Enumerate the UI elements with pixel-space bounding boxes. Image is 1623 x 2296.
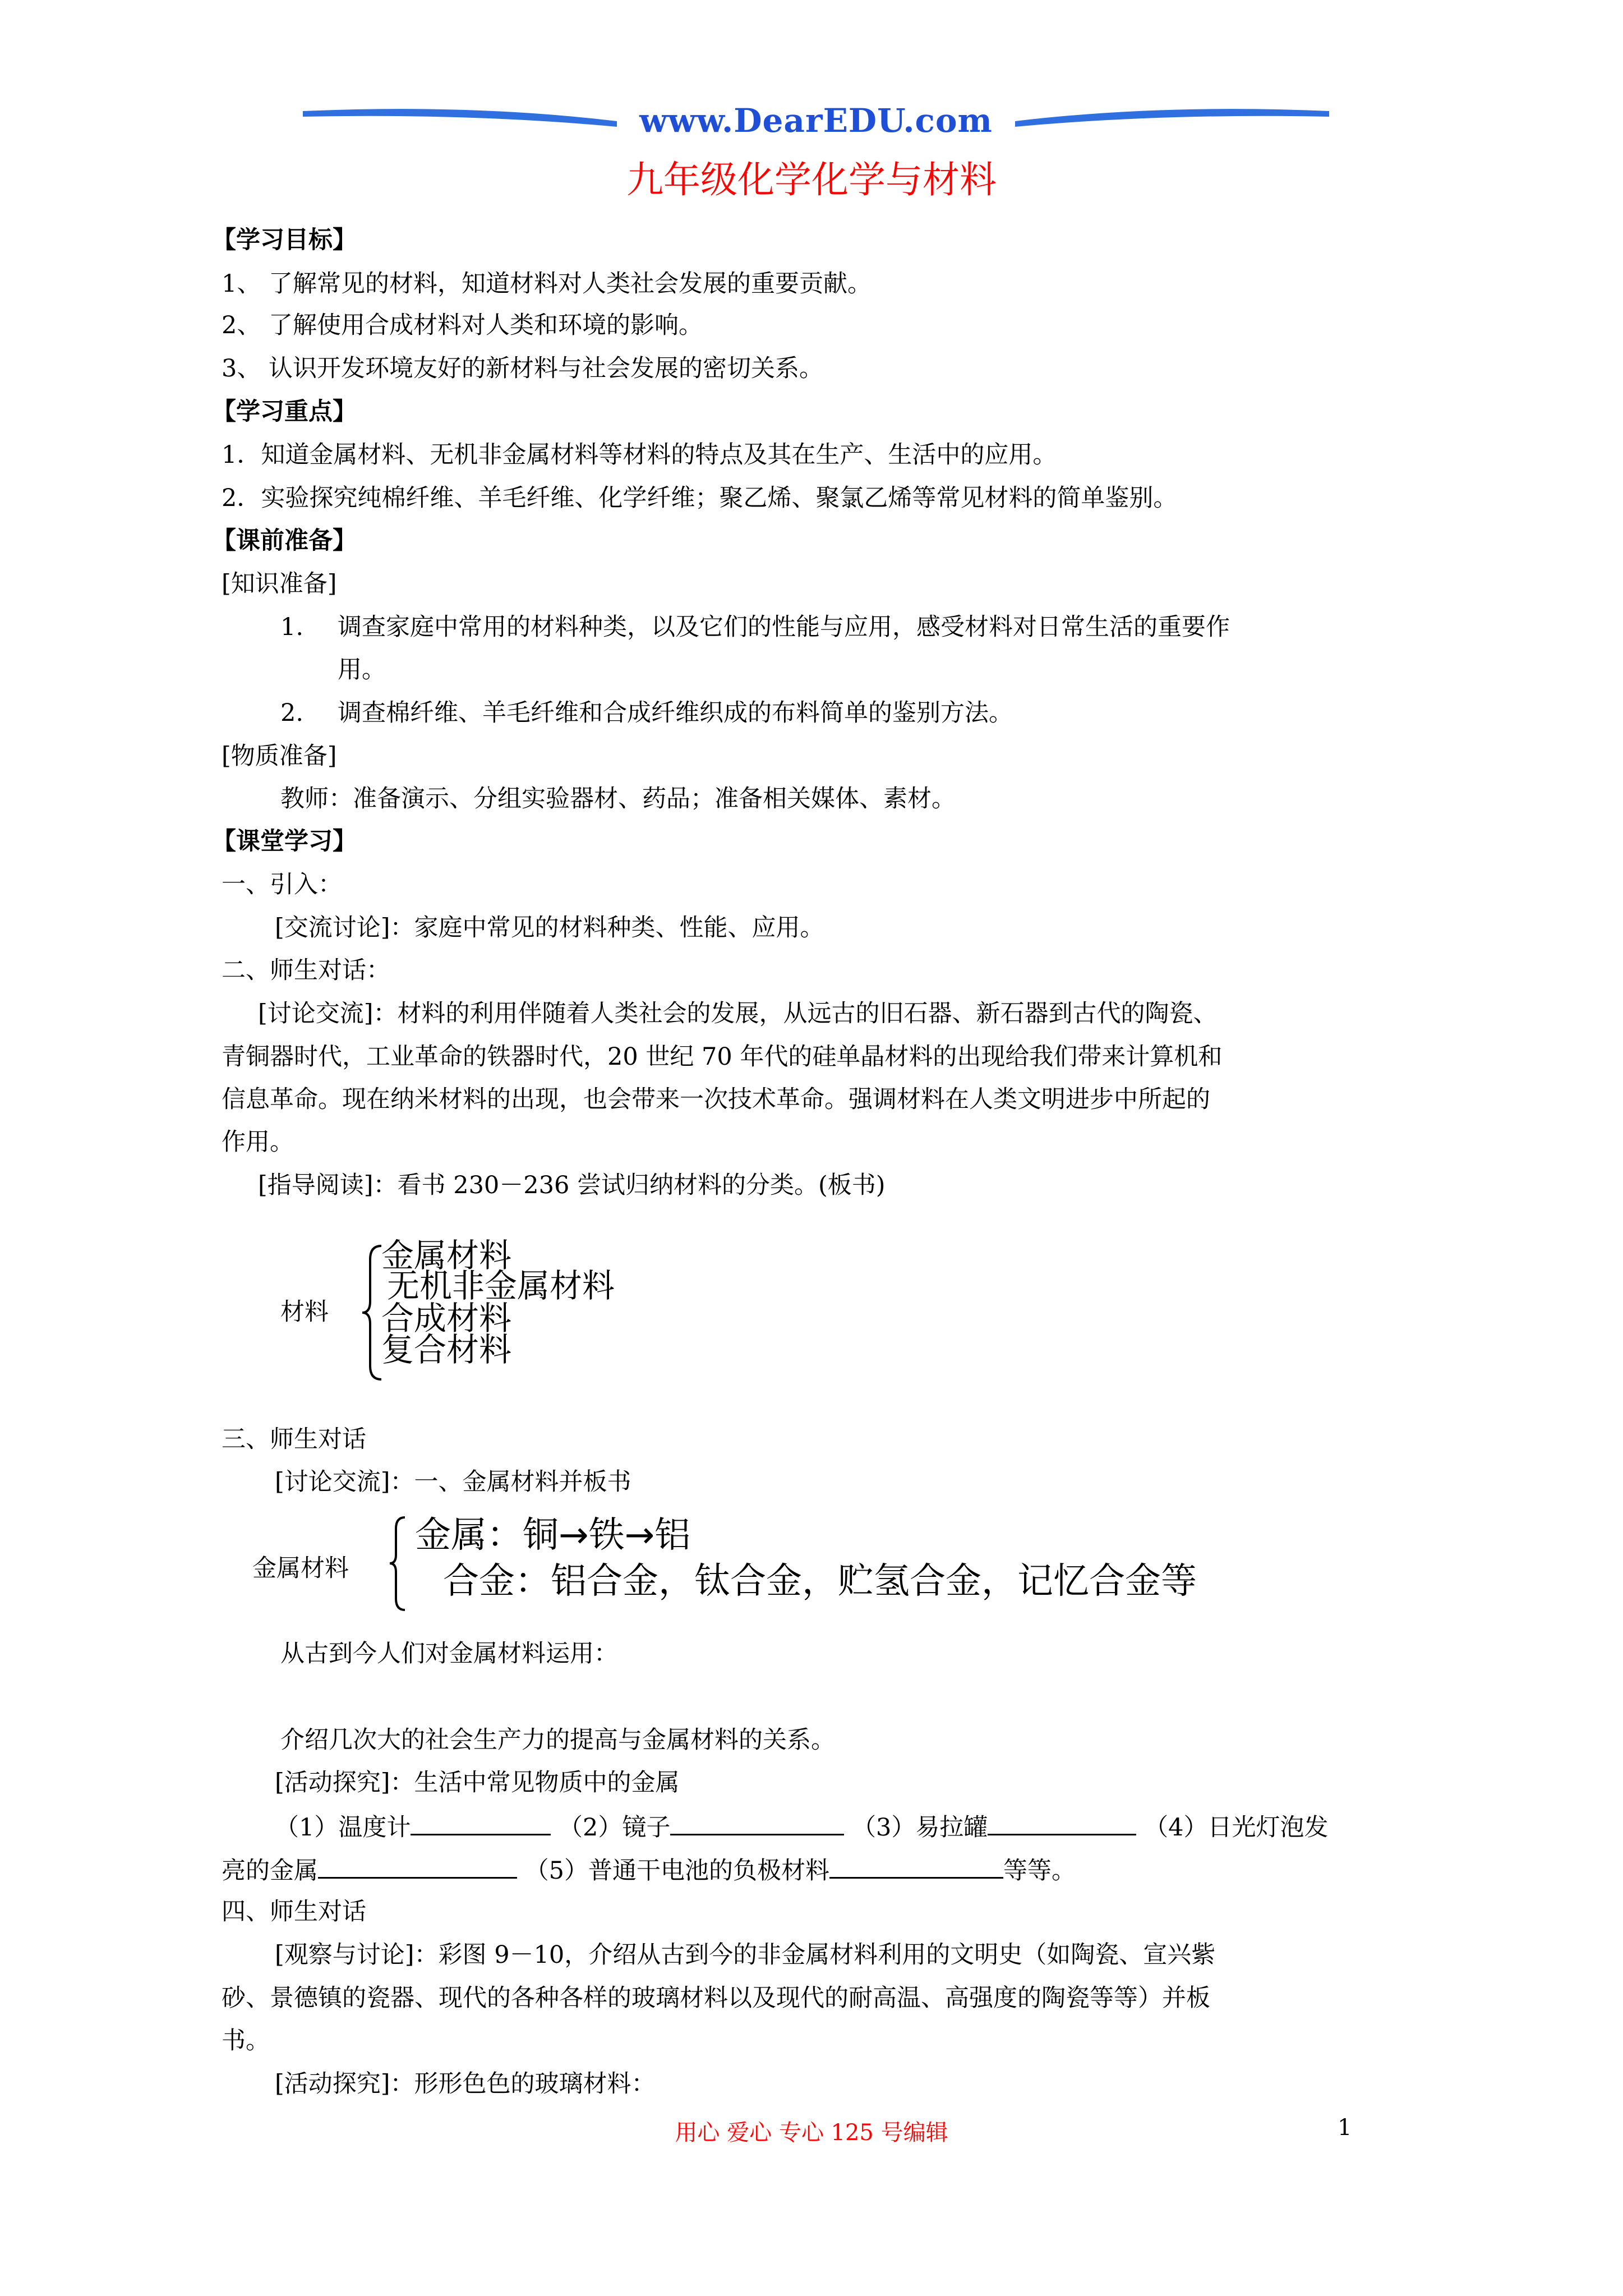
fill-blank-line-2 — [222, 1852, 1076, 1888]
preparation-heading: 【课前准备】 — [212, 527, 357, 555]
site-banner — [303, 101, 1329, 146]
metal-usage-text: 从古到今人们对金属材料运用： — [280, 1640, 618, 1668]
diagram1-item: 金属材料 — [381, 1236, 512, 1274]
activity2-text: [活动探究]：形形色色的玻璃材料： — [275, 2070, 656, 2098]
dialogue2-text: 信息革命。现在纳米材料的出现，也会带来一次技术革命。强调材料在人类文明进步中所起的 — [222, 1085, 1210, 1114]
knowledge-prep-item: 调查棉纤维、羊毛纤维和合成纤维织成的布料简单的鉴别方法。 — [338, 699, 1013, 727]
knowledge-prep-item: 调查家庭中常用的材料种类，以及它们的性能与应用，感受材料对日常生活的重要作 — [338, 613, 1230, 641]
question-end: 等等。 — [1003, 1857, 1076, 1885]
dialogue2-label: 二、师生对话： — [222, 956, 390, 984]
knowledge-prep-number: 2. — [280, 699, 304, 727]
question-3-label: （3）易拉罐 — [852, 1814, 988, 1842]
diagram2-label: 金属材料 — [252, 1554, 349, 1582]
document-title: 九年级化学化学与材料 — [626, 158, 997, 201]
diagram1-label: 材料 — [280, 1298, 329, 1326]
diagram1-item: 无机非金属材料 — [387, 1267, 615, 1305]
dialogue3-label: 三、师生对话 — [222, 1425, 366, 1453]
answer-blank-3[interactable] — [988, 1809, 1136, 1835]
productivity-text: 介绍几次大的社会生产力的提高与金属材料的关系。 — [280, 1726, 835, 1754]
question-2-label: （2）镜子 — [559, 1814, 671, 1842]
fill-blank-line-1 — [275, 1809, 1328, 1844]
site-url: www.DearEDU.com — [639, 102, 993, 140]
dialogue2-text: 作用。 — [222, 1128, 294, 1156]
knowledge-prep-number: 1. — [280, 613, 304, 641]
dialogue3-discussion: [讨论交流]：一、金属材料并板书 — [275, 1468, 631, 1496]
classroom-heading: 【课堂学习】 — [212, 827, 357, 855]
key-point-item: 2．实验探究纯棉纤维、羊毛纤维、化学纤维；聚乙烯、聚氯乙烯等常见材料的简单鉴别。 — [222, 484, 1178, 512]
question-1-label: （1）温度计 — [275, 1814, 411, 1842]
dialogue4-label: 四、师生对话 — [222, 1898, 366, 1926]
brace-icon — [387, 1515, 409, 1613]
intro-label: 一、引入： — [222, 871, 342, 899]
diagram1-item: 合成材料 — [381, 1299, 512, 1337]
intro-discussion: [交流讨论]：家庭中常见的材料种类、性能、应用。 — [275, 914, 824, 942]
diagram1-item: 复合材料 — [381, 1331, 512, 1369]
question-4-label: （4）日光灯泡发 — [1144, 1814, 1329, 1842]
question-4-cont: 亮的金属 — [222, 1857, 318, 1885]
dialogue2-text: 青铜器时代，工业革命的铁器时代，20 世纪 70 年代的硅单晶材料的出现给我们带来计算机和 — [222, 1043, 1223, 1071]
answer-blank-1[interactable] — [411, 1809, 551, 1835]
material-prep-text: 教师：准备演示、分组实验器材、药品；准备相关媒体、素材。 — [280, 785, 956, 813]
guided-reading: [指导阅读]：看书 230－236 尝试归纳材料的分类。(板书) — [258, 1171, 886, 1199]
objective-item: 3、 认识开发环境友好的新材料与社会发展的密切关系。 — [222, 355, 824, 383]
activity1-text: [活动探究]：生活中常见物质中的金属 — [275, 1769, 680, 1797]
objective-item: 2、 了解使用合成材料对人类和环境的影响。 — [222, 311, 703, 339]
key-points-heading: 【学习重点】 — [212, 398, 357, 426]
key-point-item: 1．知道金属材料、无机非金属材料等材料的特点及其在生产、生活中的应用。 — [222, 441, 1057, 469]
dialogue2-text: [讨论交流]：材料的利用伴随着人类社会的发展，从远古的旧石器、新石器到古代的陶瓷、 — [258, 1000, 1218, 1028]
observe-text: 书。 — [222, 2027, 270, 2055]
diagram2-metals: 金属：铜→铁→铝 — [415, 1515, 691, 1556]
objectives-heading: 【学习目标】 — [212, 226, 357, 254]
question-5-label: （5）普通干电池的负极材料 — [524, 1857, 830, 1885]
objective-item: 1、 了解常见的材料，知道材料对人类社会发展的重要贡献。 — [222, 270, 872, 298]
page-number: 1 — [1338, 2115, 1352, 2141]
answer-blank-2[interactable] — [670, 1809, 844, 1835]
footer-text: 用心 爱心 专心 125 号编辑 — [675, 2120, 948, 2146]
answer-blank-4[interactable] — [318, 1852, 517, 1879]
answer-blank-5[interactable] — [829, 1852, 1003, 1879]
material-prep-label: [物质准备] — [222, 742, 337, 770]
knowledge-prep-label: [知识准备] — [222, 570, 337, 598]
diagram2-alloys: 合金：铝合金，钛合金，贮氢合金，记忆合金等 — [443, 1561, 1197, 1602]
knowledge-prep-item-cont: 用。 — [338, 656, 386, 684]
observe-text: 砂、景德镇的瓷器、现代的各种各样的玻璃材料以及现代的耐高温、高强度的陶瓷等等）并板 — [222, 1984, 1210, 2012]
observe-text: [观察与讨论]：彩图 9－10，介绍从古到今的非金属材料利用的文明史（如陶瓷、宣兴紫 — [275, 1941, 1216, 1969]
